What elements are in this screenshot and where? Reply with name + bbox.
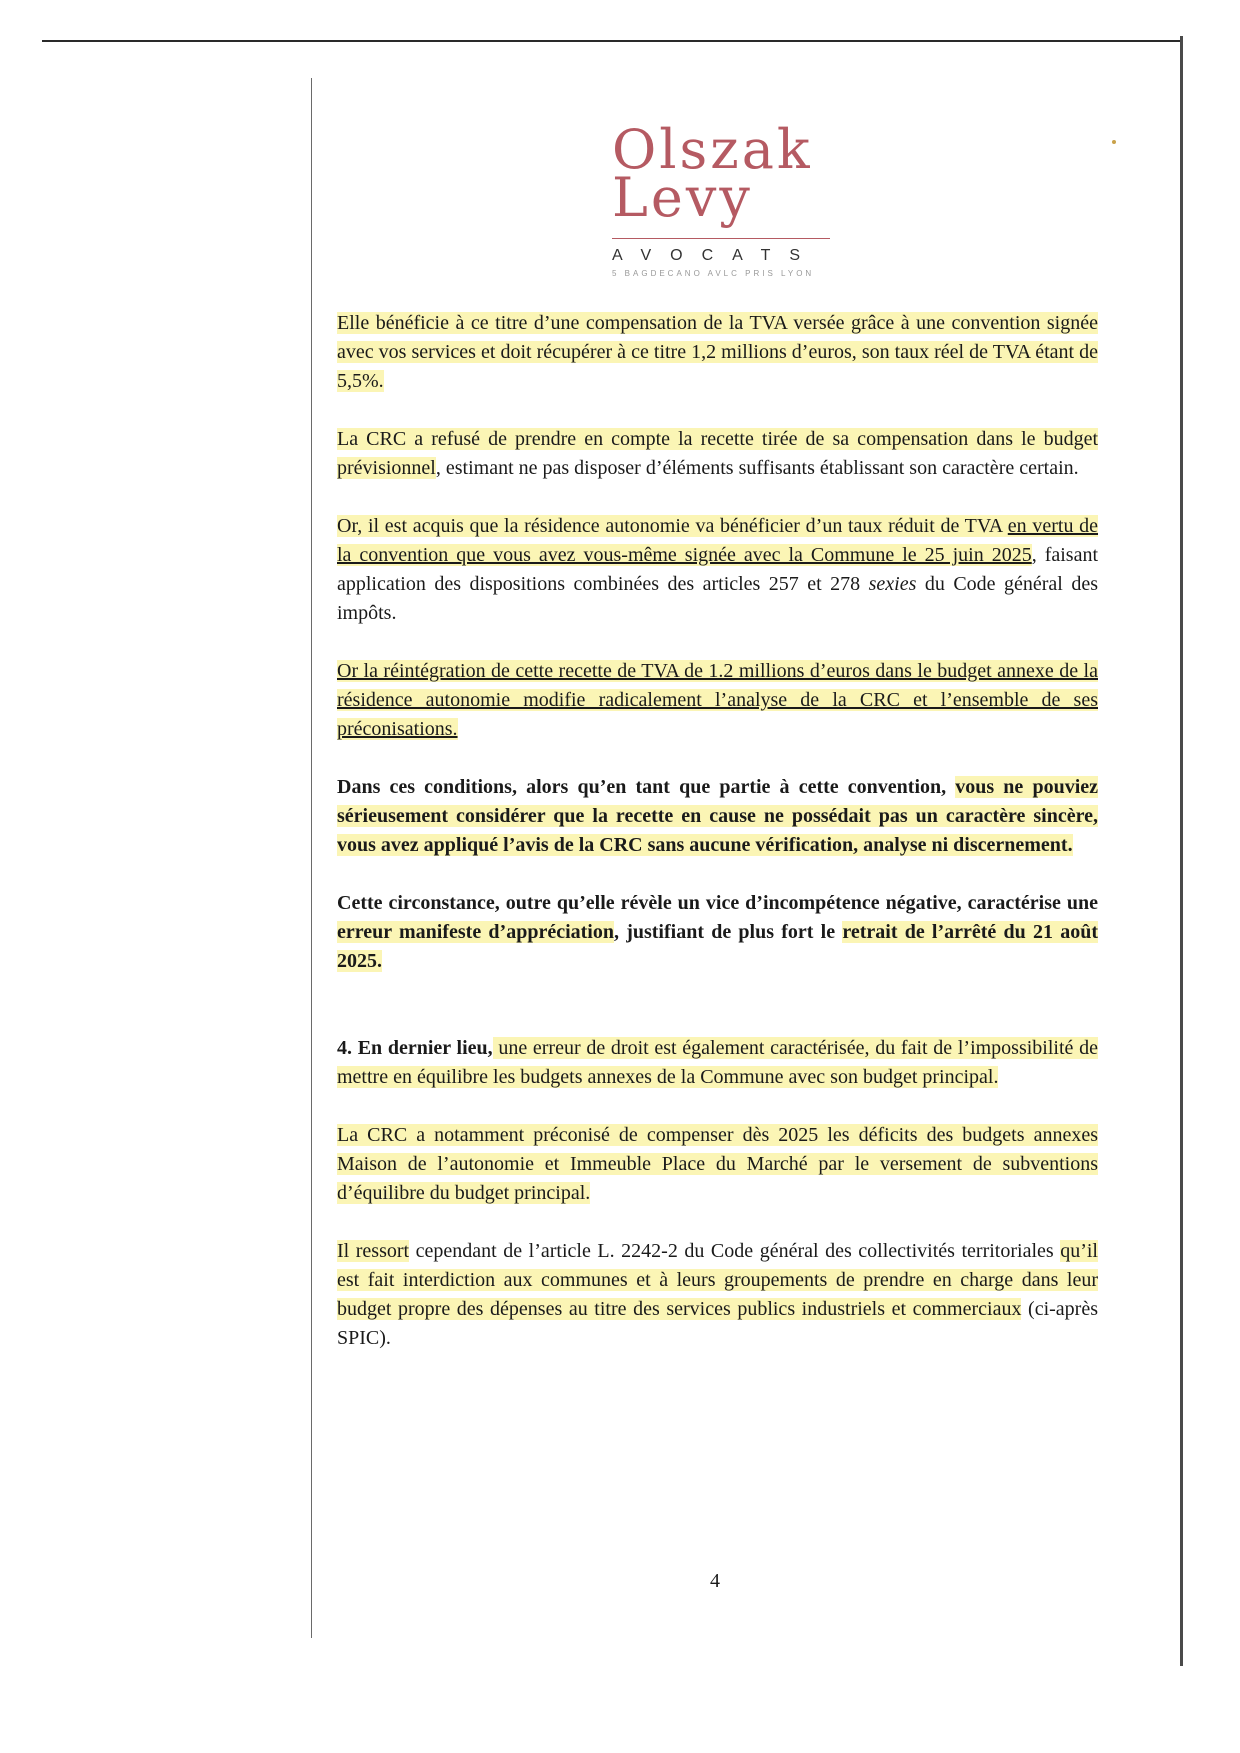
scan-border-right — [1180, 36, 1183, 1666]
paragraph-text: , justifiant de plus fort le — [613, 921, 843, 943]
paragraph-text: Cette circonstance, outre qu’elle révèle un vice d’incompétence négative, caractérise une — [337, 892, 1098, 914]
logo-cities: 5 BAGDECANO AVLC PRIS LYON — [612, 269, 815, 278]
scan-border-top — [42, 40, 1182, 42]
paragraph-text: du Code général des impôts. — [337, 573, 1098, 624]
letterhead-logo — [612, 118, 832, 278]
underlined-text: en vertu de la convention que vous avez vous-même signée avec la Commune le 25 juin 2025 — [337, 515, 1099, 566]
paragraph-9 — [337, 1237, 1098, 1353]
logo-name-levy: Levy — [612, 166, 753, 229]
paragraph-6 — [337, 889, 1098, 976]
paragraph-text: , estimant ne pas disposer d’éléments suffisants établissant son caractère certain. — [435, 457, 1079, 479]
section-lead: 4. En dernier lieu, — [337, 1037, 493, 1059]
paragraph-4 — [337, 657, 1098, 744]
highlighted-text: Il ressort — [337, 1240, 410, 1262]
paragraph-text: Dans ces conditions, alors qu’en tant que partie à cette convention, — [337, 776, 956, 798]
highlighted-text: Or, il est acquis que la résidence autonomie va bénéficier d’un taux réduit de TVA — [337, 515, 1008, 537]
logo-name-olszak: Olszak — [612, 118, 813, 181]
highlighted-text: Elle bénéficie à ce titre d’une compensation de la TVA versée grâce à une convention signée avec vos services et doit récupérer à ce titre 1,2 millions d’euros, son taux réel de TVA étant de 5,5%. — [337, 312, 1098, 392]
paragraph-3 — [337, 512, 1098, 628]
italic-text: sexies — [868, 573, 917, 595]
underlined-text: Or la réintégration de cette recette de TVA de 1.2 millions d’euros dans le budget annexe de la résidence autonomie modifie radicalement l’analyse de la CRC et l’ensemble de ses préconisations. — [337, 660, 1098, 740]
paragraph-text: (ci-après SPIC). — [337, 1298, 1098, 1349]
paragraph-8 — [337, 1121, 1098, 1208]
logo-subtitle: AVOCATS — [612, 247, 820, 264]
highlighted-text: La CRC a notamment préconisé de compenser dès 2025 les déficits des budgets annexes Maison de l’autonomie et Immeuble Place du Marché par le versement de subventions d’équilibre du budget principal. — [337, 1124, 1098, 1204]
paragraph-text: , faisant application des dispositions combinées des articles 257 et 278 — [337, 544, 1099, 595]
highlighted-text: retrait de l’arrêté du 21 août 2025. — [337, 921, 1099, 972]
scan-binding-line — [311, 78, 312, 1638]
paragraph-7 — [337, 1034, 1098, 1092]
logo-rule — [612, 238, 830, 239]
page-number: 4 — [710, 1570, 720, 1592]
highlighted-text: vous ne pouviez sérieusement considérer que la recette en cause ne possédait pas un caractère sincère, vous avez appliqué l’avis de la CRC sans aucune vérification, analyse ni discernement. — [337, 776, 1099, 856]
paragraph-5 — [337, 773, 1098, 860]
highlighted-text: une erreur de droit est également caractérisée, du fait de l’impossibilité de mettre en équilibre les budgets annexes de la Commune avec son budget principal. — [337, 1037, 1098, 1088]
scan-speck — [1112, 140, 1116, 144]
highlighted-text: qu’il est fait interdiction aux communes et à leurs groupements de prendre en charge dans leur budget propre des dépenses au titre des services publics industriels et commerciaux — [337, 1240, 1098, 1320]
paragraph-1 — [337, 309, 1098, 396]
letter-body — [337, 309, 1098, 1353]
highlighted-text: La CRC a refusé de prendre en compte la recette tirée de sa compensation dans le budget prévisionnel — [337, 428, 1098, 479]
highlighted-text: erreur manifeste d’appréciation — [337, 921, 614, 943]
paragraph-text: cependant de l’article L. 2242-2 du Code général des collectivités territoriales — [409, 1240, 1061, 1262]
paragraph-2 — [337, 425, 1098, 483]
